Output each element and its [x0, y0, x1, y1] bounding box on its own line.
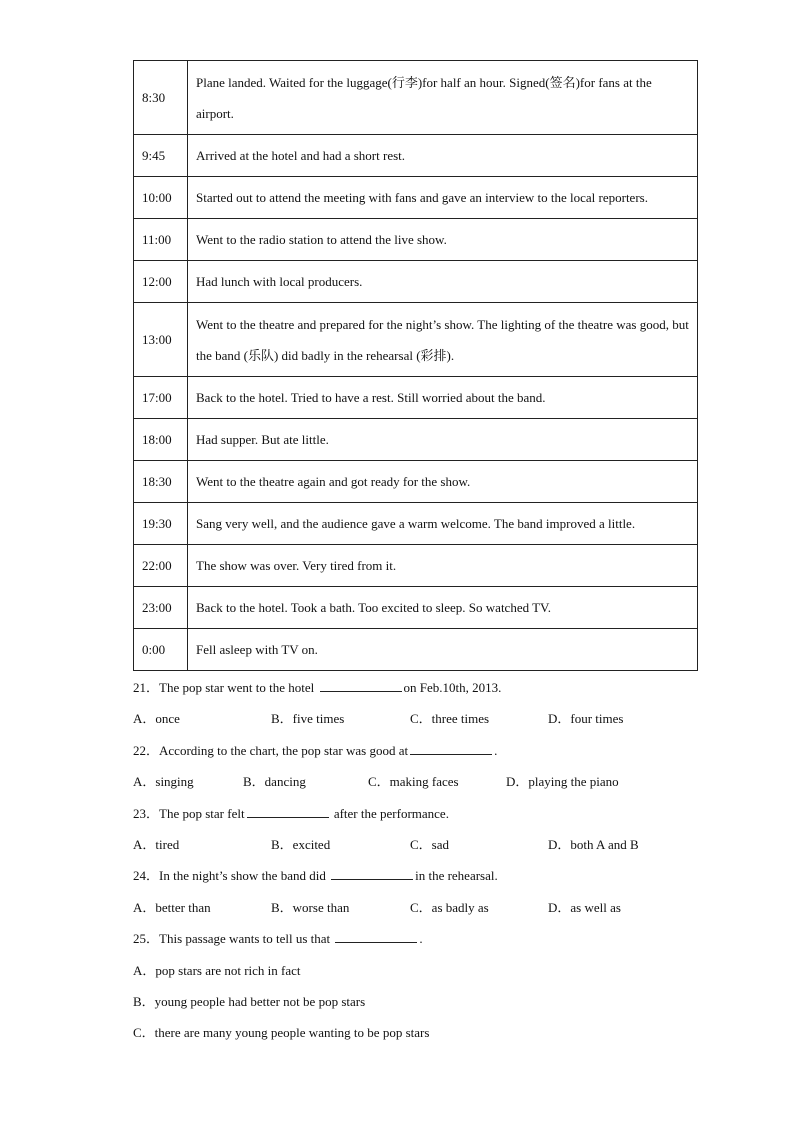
activity-cell: Arrived at the hotel and had a short rest.	[188, 135, 698, 177]
time-cell: 23:00	[134, 587, 188, 629]
table-row	[134, 587, 698, 629]
question-stem: The pop star felt	[159, 805, 245, 821]
activity-cell: Went to the theatre again and got ready for the show.	[188, 461, 698, 503]
table-row	[134, 545, 698, 587]
options-22	[133, 766, 693, 797]
question-number: 23．	[133, 805, 160, 821]
activity-cell: Started out to attend the meeting with fans and gave an interview to the local reporters.	[188, 177, 698, 219]
option-a[interactable]: A．once	[133, 711, 180, 727]
option-b[interactable]: B．dancing	[243, 774, 306, 790]
activity-cell: Had lunch with local producers.	[188, 261, 698, 303]
activity-cell: Back to the hotel. Took a bath. Too excited to sleep. So watched TV.	[188, 587, 698, 629]
time-cell: 8:30	[134, 61, 188, 135]
time-cell: 12:00	[134, 261, 188, 303]
options-21	[133, 703, 693, 734]
option-c[interactable]: C．three times	[410, 711, 490, 727]
activity-cell: Plane landed. Waited for the luggage(行李)for half an hour. Signed(签名)for fans at the airport.	[188, 61, 698, 135]
option-d[interactable]: D．as well as	[548, 899, 621, 915]
answer-blank	[331, 867, 413, 880]
question-23	[133, 798, 693, 829]
option-b[interactable]: B．worse than	[271, 899, 350, 915]
table-row	[134, 303, 698, 377]
activity-cell: Went to the theatre and prepared for the night’s show. The lighting of the theatre was good, but the band (乐队) did badly in the rehearsal (彩排).	[188, 303, 698, 377]
question-number: 22．	[133, 742, 160, 758]
question-stem-end: after the performance.	[330, 805, 449, 821]
question-stem-end: .	[419, 931, 423, 947]
option-b[interactable]: B．young people had better not be pop stars	[133, 993, 366, 1009]
question-stem: The pop star went to the hotel	[159, 680, 318, 695]
option-b[interactable]: B．five times	[271, 711, 345, 727]
option-d[interactable]: D．both A and B	[548, 836, 639, 852]
table-row	[134, 377, 698, 419]
option-c[interactable]: C．as badly as	[410, 899, 489, 915]
activity-cell: Went to the radio station to attend the live show.	[188, 219, 698, 261]
question-number: 24．	[133, 868, 160, 884]
time-cell: 9:45	[134, 135, 188, 177]
time-cell: 18:00	[134, 419, 188, 461]
time-cell: 19:30	[134, 503, 188, 545]
time-cell: 11:00	[134, 219, 188, 261]
option-a[interactable]: A．pop stars are not rich in fact	[133, 962, 301, 978]
questions-section	[133, 672, 693, 1049]
time-cell: 0:00	[134, 629, 188, 671]
option-a[interactable]: A．singing	[133, 774, 194, 790]
time-cell: 10:00	[134, 177, 188, 219]
activity-cell: Back to the hotel. Tried to have a rest. Still worried about the band.	[188, 377, 698, 419]
answer-blank	[320, 679, 402, 692]
activity-cell: Sang very well, and the audience gave a warm welcome. The band improved a little.	[188, 503, 698, 545]
answer-blank	[410, 742, 492, 755]
question-24	[133, 860, 693, 891]
time-cell: 17:00	[134, 377, 188, 419]
table-row	[134, 61, 698, 135]
option-c[interactable]: C．there are many young people wanting to be pop stars	[133, 1025, 430, 1041]
activity-cell: Fell asleep with TV on.	[188, 629, 698, 671]
table-row	[134, 419, 698, 461]
question-stem: According to the chart, the pop star was good at	[159, 742, 409, 758]
activity-cell: The show was over. Very tired from it.	[188, 545, 698, 587]
table-row	[134, 629, 698, 671]
question-number: 25．	[133, 931, 160, 947]
activity-cell: Had supper. But ate little.	[188, 419, 698, 461]
time-cell: 22:00	[134, 545, 188, 587]
question-number: 21．	[133, 680, 160, 695]
answer-blank	[247, 805, 329, 818]
table-row	[134, 177, 698, 219]
option-b[interactable]: B．excited	[271, 836, 331, 852]
question-21	[133, 672, 693, 703]
question-stem-end: in the rehearsal.	[415, 868, 498, 884]
question-stem-end: .	[494, 742, 498, 758]
options-23	[133, 829, 693, 860]
table-row	[134, 503, 698, 545]
table-row	[134, 219, 698, 261]
option-c[interactable]: C．making faces	[368, 774, 459, 790]
time-cell: 18:30	[134, 461, 188, 503]
option-c[interactable]: C．sad	[410, 836, 450, 852]
options-24	[133, 892, 693, 923]
time-cell: 13:00	[134, 303, 188, 377]
question-stem: In the night’s show the band did	[159, 868, 330, 884]
question-22	[133, 735, 693, 766]
table-row	[134, 261, 698, 303]
option-d[interactable]: D．four times	[548, 711, 624, 727]
table-row	[134, 135, 698, 177]
question-25	[133, 923, 693, 954]
answer-blank	[335, 930, 417, 943]
schedule-table	[133, 60, 698, 671]
option-a[interactable]: A．tired	[133, 836, 180, 852]
table-row	[134, 461, 698, 503]
option-a[interactable]: A．better than	[133, 899, 211, 915]
option-d[interactable]: D．playing the piano	[506, 774, 619, 790]
question-stem-end: on Feb.10th, 2013.	[403, 680, 502, 695]
question-stem: This passage wants to tell us that	[159, 931, 334, 947]
